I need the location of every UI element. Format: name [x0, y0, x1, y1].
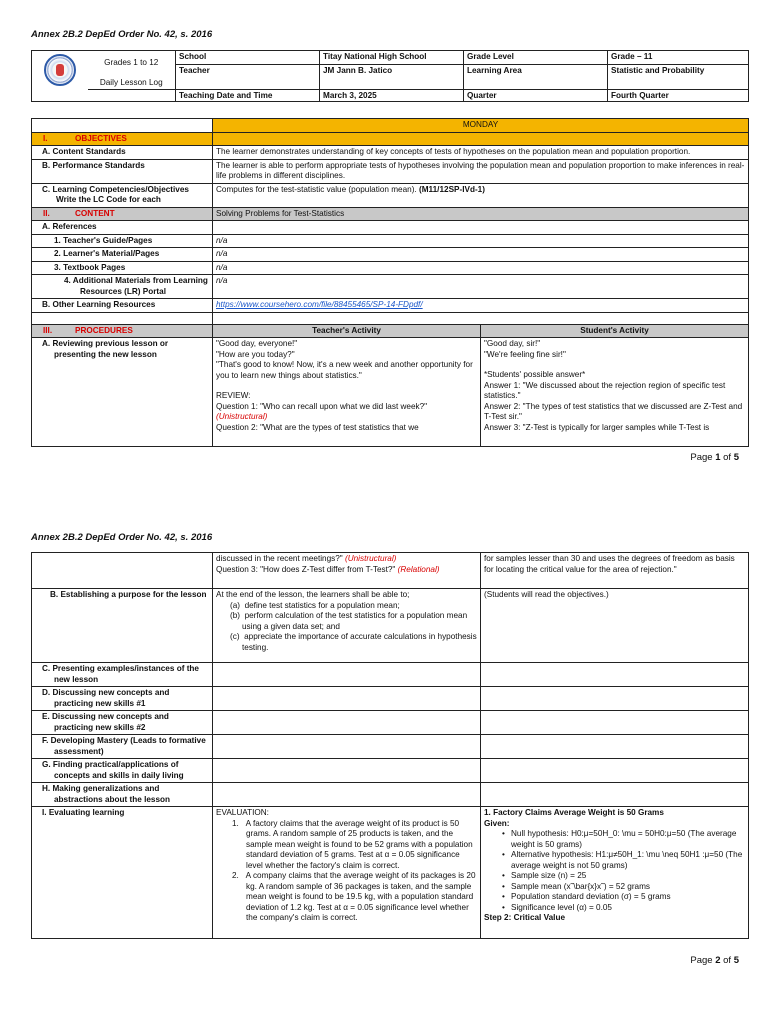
objectives-list: [216, 601, 477, 654]
coursehero-link[interactable]: https://www.coursehero.com/file/88455465/SP-14-FDpdf/: [216, 300, 423, 309]
references-blank: [213, 221, 749, 235]
teaching-date-label: Teaching Date and Time: [176, 90, 320, 102]
row-e-teacher: [213, 711, 481, 735]
teacher-how-are-you: "How are you today?": [216, 349, 295, 359]
lc-text: Computes for the test-statistic value (population mean).: [216, 184, 417, 194]
page-current: 1: [715, 452, 721, 463]
row-f-teacher: [213, 735, 481, 759]
teaching-date-value: March 3, 2025: [320, 90, 464, 102]
student-activity-header: Student's Activity: [481, 324, 749, 338]
content-value: Solving Problems for Test-Statistics: [213, 207, 749, 221]
objectives-label: OBJECTIVES: [75, 133, 127, 143]
grade-level-value: Grade – 11: [608, 51, 749, 65]
learning-area-label: Learning Area: [464, 64, 608, 89]
annex-title-page2: Annex 2B.2 DepEd Order No. 42, s. 2016: [31, 532, 213, 543]
page-number-1: [690, 452, 739, 463]
given-std-dev: • Population standard deviation (σ) = 5 grams: [502, 892, 745, 903]
quarter-value: Fourth Quarter: [608, 90, 749, 102]
answer-2: Answer 2: "The types of test statistics that we discussed are Z-Test and T-Test sir.": [484, 401, 743, 421]
grades-cell: [88, 51, 176, 90]
page2-of: of: [720, 955, 734, 966]
teacher-greeting: "Good day, everyone!": [216, 339, 298, 348]
cont-q2: discussed in the recent meetings?": [216, 554, 343, 563]
page2-prefix: Page: [690, 955, 716, 966]
annex-title: Annex 2B.2 DepEd Order No. 42, s. 2016: [31, 29, 213, 40]
teachers-guide-label: 1. Teacher's Guide/Pages: [32, 234, 213, 248]
row-h-student: [481, 783, 749, 807]
evaluation-title: EVALUATION:: [216, 808, 269, 817]
grades-label: Grades 1 to 12: [104, 58, 159, 67]
reviewing-student: [481, 338, 749, 447]
textbook-pages-label: 3. Textbook Pages: [32, 261, 213, 275]
eval-1-num: 1.: [232, 818, 239, 828]
performance-standards-value: The learner is able to perform appropriate tests of hypotheses involving the population mean and population proportion to make inferences in real-life problems in different disciplines.: [213, 159, 749, 183]
learners-material-label: 2. Learner's Material/Pages: [32, 248, 213, 262]
row-e-student: [481, 711, 749, 735]
reviewing-teacher: [213, 338, 481, 447]
eval-1-text: A factory claims that the average weight of its product is 50 grams. A random sample of 25 products is taken, and the sample mean weight is found to be 52 grams with a population standard deviation of 5 grams. Test at α = 0.05 significance level whether the factory's claim is correct.: [245, 818, 473, 870]
objective-b-marker: (b): [230, 611, 241, 620]
student-greeting: "Good day, sir!": [484, 339, 541, 348]
row-c-student: [481, 663, 749, 687]
deped-logo-cell: [32, 51, 88, 102]
content-label: CONTENT: [75, 208, 115, 218]
content-standards-label: A. Content Standards: [32, 146, 213, 160]
school-label: School: [176, 51, 320, 65]
lesson-table-page2: [31, 552, 748, 939]
solution-title: 1. Factory Claims Average Weight is 50 Grams: [484, 808, 664, 817]
lc-code: (M11/12SP-IVd-1): [418, 184, 485, 194]
learning-area-value: Statistic and Probability: [608, 64, 749, 89]
review-label: REVIEW:: [216, 391, 251, 400]
spacer-left: [32, 312, 213, 324]
objective-a-text: define test statistics for a population mean;: [244, 600, 400, 610]
school-value: Titay National High School: [320, 51, 464, 65]
objective-c: [230, 632, 477, 653]
step-2-label: Step 2: Critical Value: [484, 913, 565, 922]
question-3: Question 3: "How does Z-Test differ from T-Test?": [216, 564, 396, 574]
objectives-intro: At the end of the lesson, the learners shall be able to;: [216, 590, 410, 599]
eval-2-text: A company claims that the average weight of its packages is 20 kg. A random sample of 36 packages is taken, and the sample mean weight is found to be 19.5 kg, with a population standard deviation of 1.2 kg. Test at α = 0.05 significance level whether the company's claim is correct.: [245, 871, 476, 922]
lc-label-line2: Write the LC Code for each: [56, 195, 161, 204]
header-table: [31, 50, 749, 102]
evaluation-list: [216, 819, 477, 924]
row-h-label: H. Making generalizations and abstractions about the lesson: [32, 783, 213, 807]
objective-b: [230, 611, 477, 632]
lesson-table: [31, 118, 749, 447]
objective-b-text: perform calculation of the test statistics for a population mean using a given data set; and: [242, 611, 468, 631]
cont-student: for samples lesser than 30 and uses the degrees of freedom as basis for locating the critical value for the area of rejection.": [481, 553, 749, 589]
daily-lesson-log-label: Daily Lesson Log: [99, 78, 163, 87]
given-null-hypothesis: • Null hypothesis: H0:μ=50H_0: \mu = 50H0:μ=50 (The average weight is 50 grams): [502, 829, 745, 850]
given-list: [484, 829, 745, 913]
evaluation-teacher: [213, 807, 481, 939]
row-h-teacher: [213, 783, 481, 807]
question-3-tag: (Relational): [397, 564, 440, 574]
row-d-student: [481, 687, 749, 711]
additional-materials-label: 4. Additional Materials from Learning Resources (LR) Portal: [32, 275, 213, 299]
page2-current: 2: [715, 955, 721, 966]
teacher-new-week: "That's good to know! Now, it's a new week and another opportunity for you to learn new things about statistics.": [216, 360, 473, 380]
row-g-teacher: [213, 759, 481, 783]
row-e-label: E. Discussing new concepts and practicing new skills #2: [32, 711, 213, 735]
deped-seal-icon: [44, 54, 76, 86]
row-f-student: [481, 735, 749, 759]
row-d-teacher: [213, 687, 481, 711]
given-sample-mean: • Sample mean (x˜\bar{x}x˜) = 52 grams: [502, 882, 745, 893]
teacher-activity-header: Teacher's Activity: [213, 324, 481, 338]
teacher-value: JM Jann B. Jatico: [320, 64, 464, 89]
given-alt-hypothesis: • Alternative hypothesis: H1:μ≠50H_1: \mu \neq 50H1 :μ=50 (The average weight is not 50 grams): [502, 850, 745, 871]
answer-3-start: Answer 3: "Z-Test is typically for larger samples while T-Test is: [484, 422, 710, 432]
question-1-tag: (Unistructural): [216, 412, 268, 421]
page-of: of: [720, 452, 734, 463]
row-c-label: C. Presenting examples/instances of the new lesson: [32, 663, 213, 687]
learners-material-value: n/a: [213, 248, 749, 262]
given-label: Given:: [484, 818, 510, 828]
references-label: A. References: [32, 221, 213, 235]
content-num: II.: [43, 208, 50, 218]
given-sample-size: • Sample size (n) = 25: [502, 871, 745, 882]
possible-answer-label: *Students' possible answer*: [484, 370, 586, 379]
learning-competencies-label: [32, 183, 213, 207]
cont-teacher: [213, 553, 481, 589]
teacher-label: Teacher: [176, 64, 320, 89]
spacer-right: [213, 312, 749, 324]
row-g-label: G. Finding practical/applications of concepts and skills in daily living: [32, 759, 213, 783]
procedures-num: III.: [43, 325, 53, 335]
evaluation-student: [481, 807, 749, 939]
evaluating-label: I. Evaluating learning: [32, 807, 213, 939]
additional-materials-value: n/a: [213, 275, 749, 299]
objective-a: [230, 601, 477, 612]
purpose-label: B. Establishing a purpose for the lesson: [32, 589, 213, 663]
eval-2-num: 2.: [232, 871, 239, 880]
lesson-table-2: [31, 552, 749, 939]
other-resources-label: B. Other Learning Resources: [32, 299, 213, 313]
header-block: [31, 50, 748, 102]
procedures-label: PROCEDURES: [75, 325, 133, 335]
textbook-pages-value: n/a: [213, 261, 749, 275]
learning-competencies-value: [213, 183, 749, 207]
teachers-guide-value: n/a: [213, 234, 749, 248]
objective-c-marker: (c): [230, 632, 240, 641]
objectives-bar: [213, 132, 749, 146]
page-prefix: Page: [690, 452, 716, 463]
objectives-num: I.: [43, 133, 48, 143]
objectives-heading: [32, 132, 213, 146]
cont-q2-tag: (Unistructural): [344, 554, 397, 563]
row-c-teacher: [213, 663, 481, 687]
objective-c-text: appreciate the importance of accurate calculations in hypothesis testing.: [242, 632, 477, 652]
lesson-table-page1: [31, 118, 748, 447]
student-feeling: "We're feeling fine sir!": [484, 349, 566, 359]
grade-level-label: Grade Level: [464, 51, 608, 65]
question-1: Question 1: "Who can recall upon what we did last week?": [216, 401, 428, 411]
purpose-teacher: [213, 589, 481, 663]
page-number-2: [690, 955, 739, 966]
row-g-student: [481, 759, 749, 783]
eval-problem-2: [232, 871, 477, 924]
procedures-heading: [32, 324, 213, 338]
lc-label-line1: C. Learning Competencies/Objectives: [42, 184, 189, 194]
blank-cell: [88, 90, 176, 102]
reviewing-label: A. Reviewing previous lesson or presenting the new lesson: [32, 338, 213, 447]
answer-1: Answer 1: "We discussed about the rejection region of specific test statistics.": [484, 380, 726, 400]
cont-blank: [32, 553, 213, 589]
performance-standards-label: B. Performance Standards: [32, 159, 213, 183]
other-resources-cell: [213, 299, 749, 313]
day-header: MONDAY: [213, 119, 749, 133]
objective-a-marker: (a): [230, 600, 241, 610]
question-2-start: Question 2: "What are the types of test statistics that we: [216, 422, 419, 432]
row-d-label: D. Discussing new concepts and practicing new skills #1: [32, 687, 213, 711]
row-f-label: F. Developing Mastery (Leads to formative assessment): [32, 735, 213, 759]
given-significance: • Significance level (α) = 0.05: [502, 903, 745, 914]
content-standards-value: The learner demonstrates understanding of key concepts of tests of hypotheses on the population mean and population proportion.: [213, 146, 749, 160]
blank-corner: [32, 119, 213, 133]
eval-problem-1: [232, 819, 477, 872]
quarter-label: Quarter: [464, 90, 608, 102]
purpose-student: (Students will read the objectives.): [481, 589, 749, 663]
page-total: 5: [733, 452, 739, 463]
content-heading: [32, 207, 213, 221]
page2-total: 5: [733, 955, 739, 966]
